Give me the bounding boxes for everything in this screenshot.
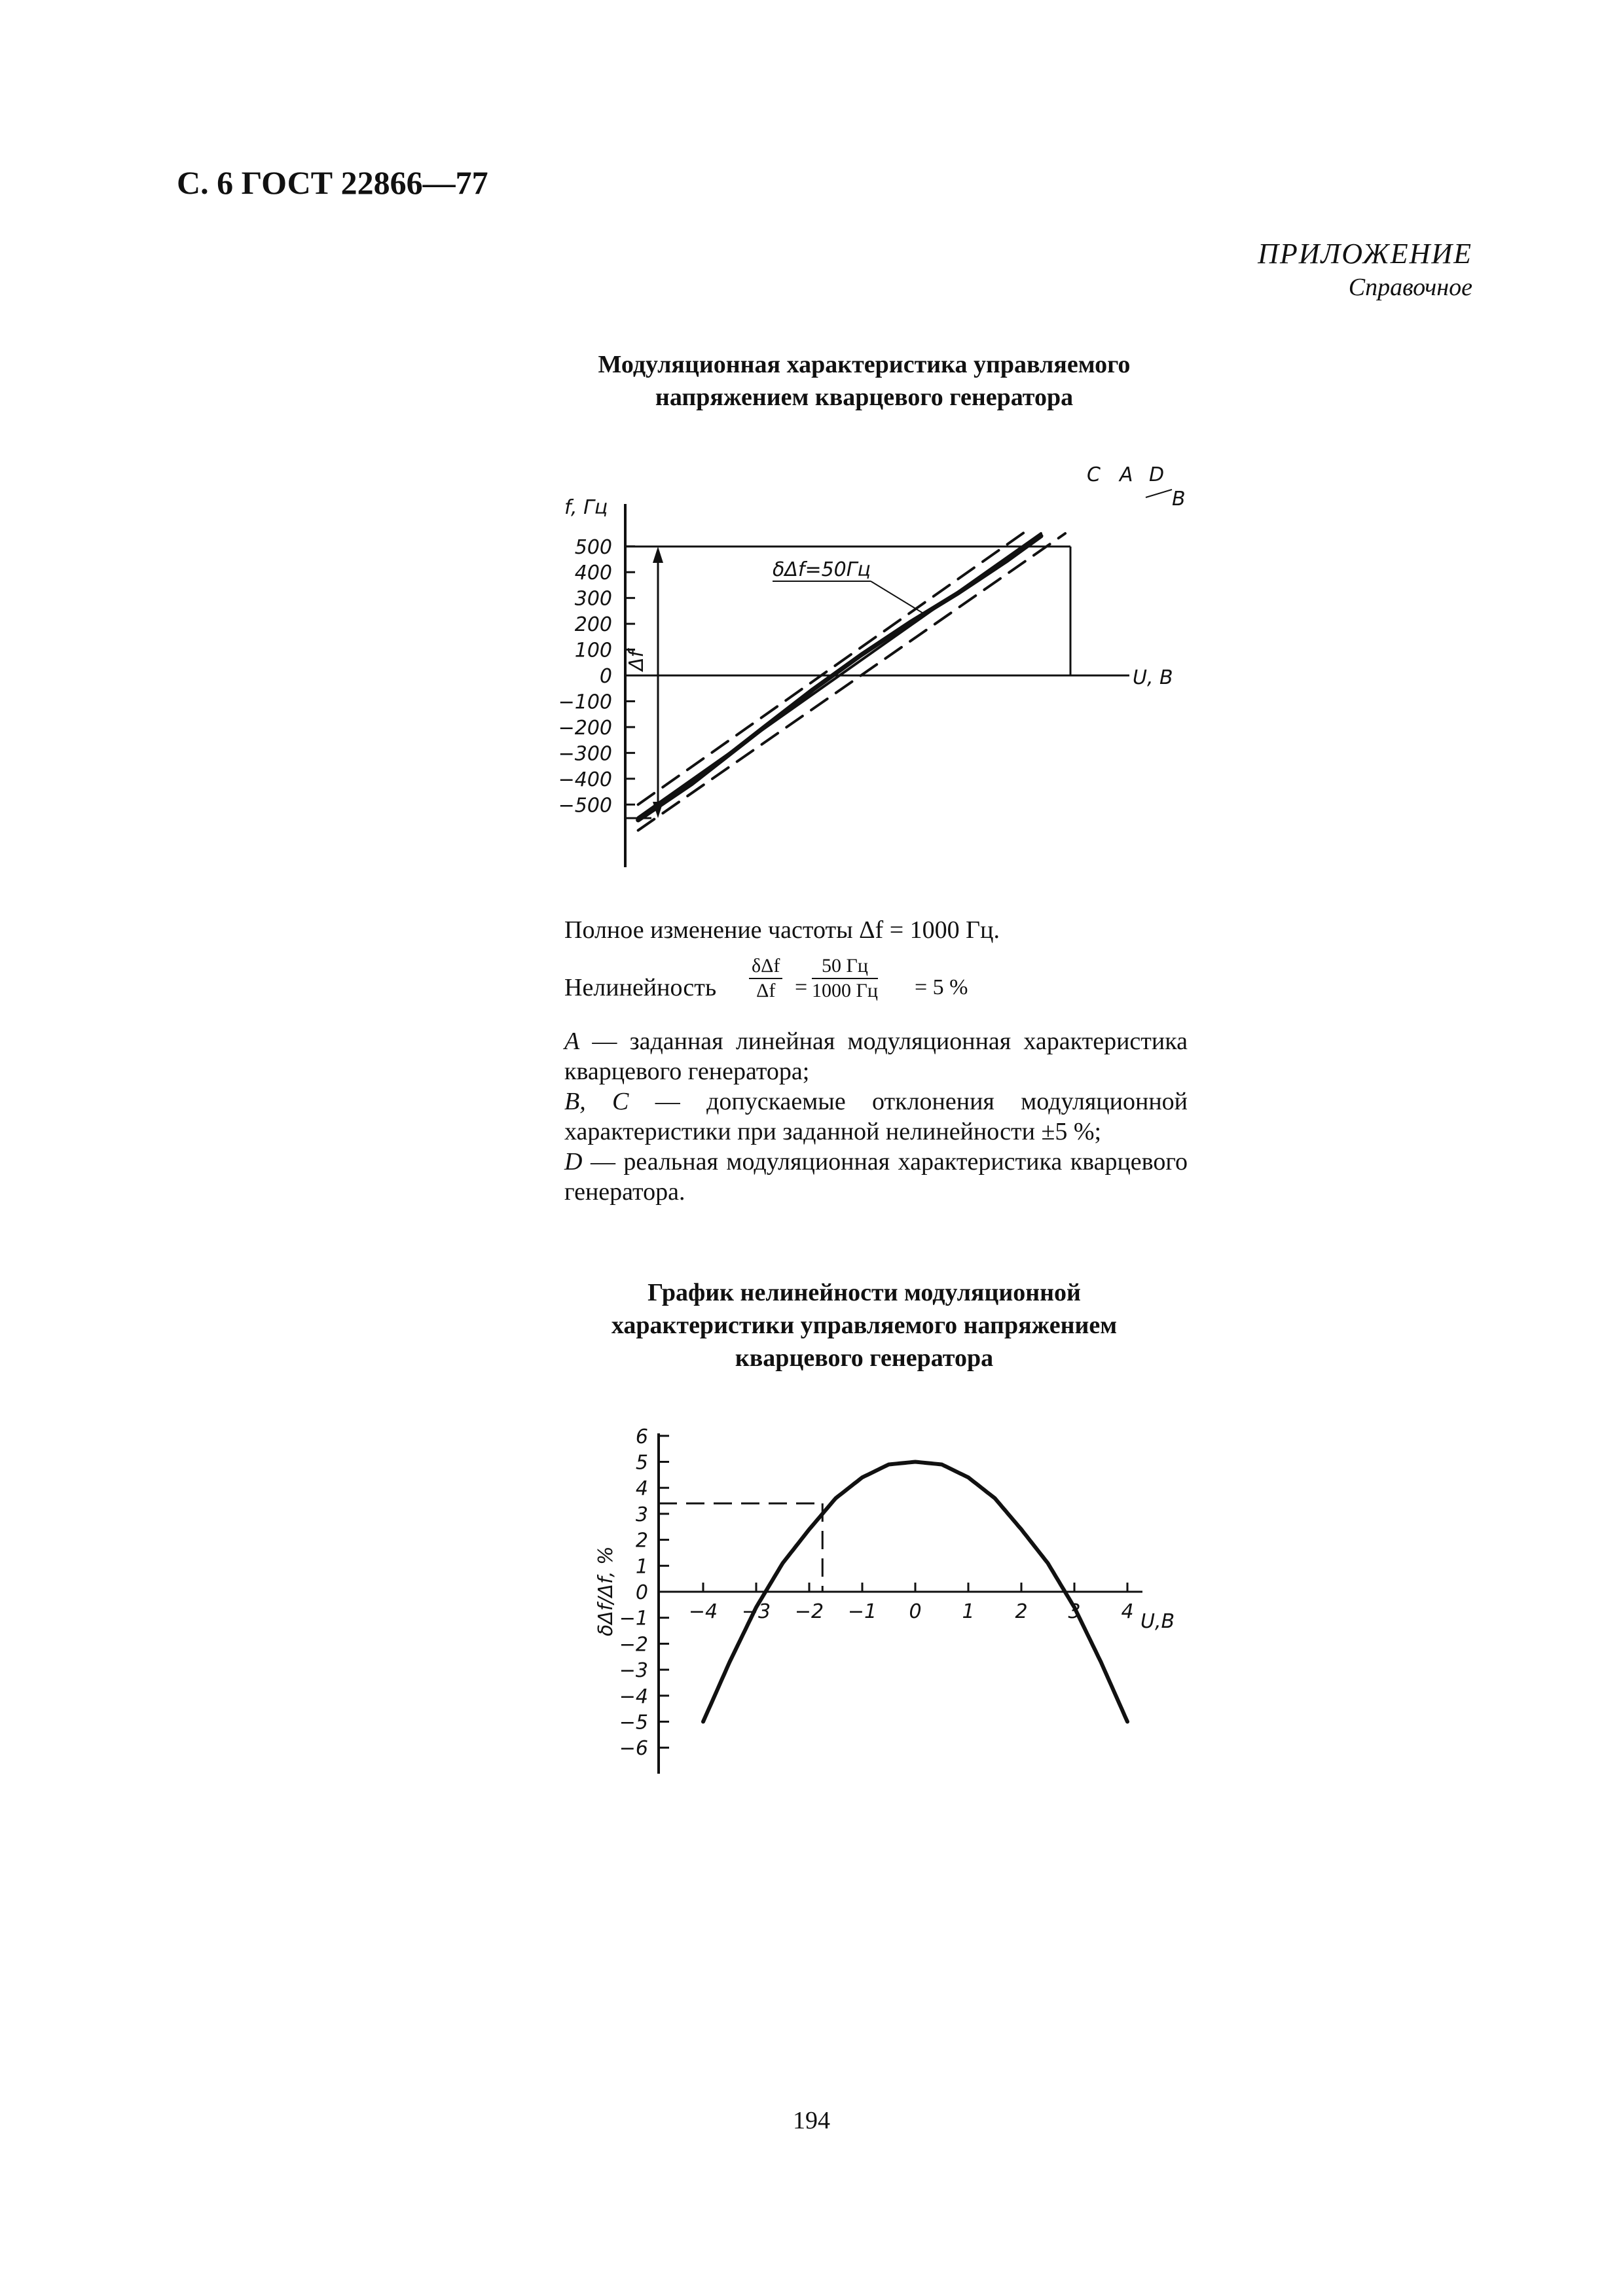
chart1-y-tick-label: 400	[574, 562, 612, 585]
chart1-y-tick-label: −300	[558, 742, 612, 766]
nonlinearity-chart	[0, 1407, 1623, 1803]
chart1-x-label: U, В	[1133, 666, 1173, 689]
appendix-kind: Справочное	[1348, 274, 1472, 301]
curve-label-b: B	[1172, 488, 1186, 511]
delta-f-label: Δf	[625, 650, 648, 671]
nonlinearity-chart-svg	[0, 1407, 1623, 1800]
figure1-title-line1: Модуляционная характеристика управляемого	[598, 351, 1131, 378]
fraction-values-numerator: 50 Гц	[812, 954, 878, 979]
modulation-characteristic-chart	[0, 458, 1623, 887]
chart1-y-tick-label: 100	[574, 639, 612, 662]
figure2-title-line3: кварцевого генератора	[735, 1344, 994, 1372]
chart2-y-tick-label: 3	[635, 1503, 648, 1526]
curve-legend	[564, 1026, 1188, 1207]
chart2-x-tick-label: −1	[847, 1600, 877, 1623]
chart2-x-tick-label: 0	[909, 1600, 922, 1623]
fraction-values-denominator: 1000 Гц	[812, 980, 878, 1001]
chart1-y-label: f, Гц	[564, 496, 608, 519]
fraction-delta-denominator: Δf	[756, 980, 776, 1001]
delta-f-arrow-top	[653, 547, 663, 563]
curve-label-c: C	[1087, 463, 1101, 486]
chart1-y-tick-label: −500	[558, 794, 612, 817]
legend-bc: B, C — допускаемые отклонения модуляционной характеристики при заданной нелинейности ±5 %;	[564, 1088, 1188, 1145]
chart1-y-ticks	[558, 536, 635, 817]
chart1-y-tick-label: −400	[558, 768, 612, 791]
curve-label-d: D	[1149, 463, 1165, 486]
fraction-values	[812, 954, 878, 1003]
chart2-y-tick-label: 5	[635, 1451, 648, 1475]
legend-a: A — заданная линейная модуляционная характеристика кварцевого генератора;	[564, 1028, 1188, 1085]
appendix-label	[1258, 237, 1472, 302]
total-frequency-change: Полное изменение частоты Δf = 1000 Гц.	[564, 916, 1000, 944]
chart2-x-tick-label: 1	[962, 1600, 975, 1623]
fraction-delta-numerator: δΔf	[749, 954, 782, 979]
chart2-x-tick-label: −2	[794, 1600, 824, 1623]
chart1-y-tick-label: 500	[574, 535, 612, 559]
chart1-y-tick-label: −100	[558, 691, 612, 714]
deviation-label: δΔf=50Гц	[773, 558, 871, 581]
chart2-x-label: U,В	[1140, 1610, 1175, 1633]
chart1-y-tick-label: 300	[574, 587, 612, 611]
chart1-y-tick-label: 200	[574, 613, 612, 637]
chart2-y-label: δΔf/Δf, %	[594, 1546, 617, 1636]
chart1-y-tick-label: 0	[599, 665, 612, 688]
deviation-leader	[871, 581, 926, 615]
nonlinearity-label: Нелинейность	[564, 974, 717, 1001]
figure2-title-line1: График нелинейности модуляционной	[647, 1279, 1081, 1306]
chart2-y-tick-label: −4	[619, 1685, 648, 1708]
chart2-y-tick-label: −6	[619, 1737, 648, 1761]
chart2-y-tick-label: −5	[619, 1711, 648, 1734]
document-reference: С. 6 ГОСТ 22866—77	[177, 164, 488, 201]
chart2-y-tick-label: 1	[635, 1555, 648, 1579]
chart2-x-tick-label: −3	[741, 1600, 771, 1623]
chart2-y-tick-label: 2	[635, 1529, 648, 1552]
page-number: 194	[793, 2107, 830, 2134]
curve-b-leader	[1146, 490, 1172, 497]
appendix-title: ПРИЛОЖЕНИЕ	[1258, 238, 1472, 270]
legend-d: D — реальная модуляционная характеристика кварцевого генератора.	[564, 1148, 1188, 1206]
nonlinearity-result: = 5 %	[915, 975, 968, 999]
chart2-y-tick-label: 6	[635, 1425, 648, 1448]
chart1-y-tick-label: −200	[558, 716, 612, 740]
fraction-delta	[749, 954, 782, 1003]
figure1-title	[458, 348, 1270, 414]
figure2-title-line2: характеристики управляемого напряжением	[611, 1312, 1118, 1339]
chart2-y-tick-label: 4	[635, 1477, 648, 1501]
figure2-title	[458, 1276, 1270, 1374]
chart2-x-tick-label: 4	[1121, 1600, 1134, 1623]
chart2-y-tick-label: −1	[619, 1607, 648, 1630]
chart2-y-tick-label: 0	[635, 1581, 648, 1604]
equals-sign: =	[795, 975, 808, 999]
figure1-title-line2: напряжением кварцевого генератора	[655, 384, 1074, 411]
nonlinearity-formula	[564, 954, 1188, 1013]
chart2-x-tick-label: −4	[688, 1600, 718, 1623]
chart2-y-tick-label: −3	[619, 1659, 648, 1683]
chart2-x-tick-label: 3	[1068, 1600, 1081, 1623]
chart2-x-tick-label: 2	[1015, 1600, 1028, 1623]
modulation-chart-svg	[0, 458, 1623, 884]
chart2-y-tick-label: −2	[619, 1633, 648, 1657]
curve-label-a: A	[1120, 463, 1133, 486]
